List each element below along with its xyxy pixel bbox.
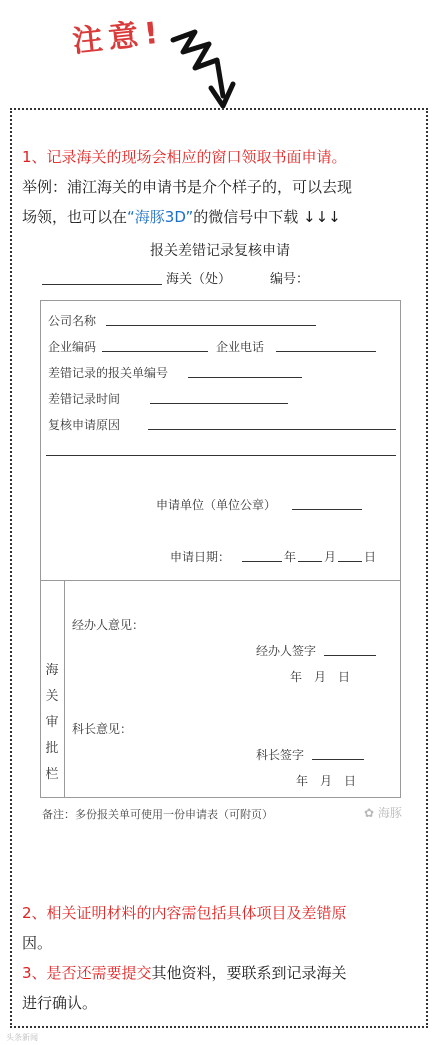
company-name-label: 公司名称 bbox=[48, 314, 97, 328]
handler-sign-line bbox=[324, 655, 376, 656]
year-line bbox=[242, 561, 282, 562]
review-divider bbox=[40, 580, 401, 581]
attention-title: 注意! bbox=[70, 15, 166, 60]
para3-line1: 3、是否还需要提交其他资料，要联系到记录海关 bbox=[22, 964, 347, 982]
footer-watermark: 头条新闻 bbox=[6, 1033, 38, 1042]
applicant-line bbox=[292, 509, 362, 510]
company-phone-label: 企业电话 bbox=[216, 340, 265, 354]
customs-label: 海关（处） bbox=[166, 272, 232, 287]
month-line bbox=[298, 561, 322, 562]
company-code-line bbox=[102, 351, 208, 352]
company-phone-line bbox=[276, 351, 376, 352]
number-label: 编号： bbox=[270, 272, 310, 287]
review-vertical-divider bbox=[64, 580, 65, 798]
declaration-no-line bbox=[188, 377, 302, 378]
para2-line1: 2、相关证明材料的内容需包括具体项目及差错原 bbox=[22, 904, 347, 922]
squiggle-arrow-icon bbox=[165, 22, 245, 112]
customs-line bbox=[42, 284, 162, 285]
declaration-no-label: 差错记录的报关单编号 bbox=[48, 366, 169, 380]
month-label: 月 bbox=[324, 550, 337, 564]
apply-date-label: 申请日期： bbox=[170, 550, 231, 564]
chief-date: 年 月 日 bbox=[296, 774, 357, 788]
para1-line2: 举例：浦江海关的申请书是介个样子的，可以去现 bbox=[22, 178, 353, 196]
para1-line3: 场领，也可以在“海豚3D”的微信号中下载 ↓↓↓ bbox=[22, 208, 341, 226]
para1-line1: 1、记录海关的现场会相应的窗口领取书面申请。 bbox=[22, 148, 347, 166]
wechat-account-name: “海豚3D” bbox=[127, 208, 194, 226]
company-code-label: 企业编码 bbox=[48, 340, 97, 354]
handler-sign-label: 经办人签字 bbox=[256, 644, 317, 658]
day-label: 日 bbox=[364, 550, 377, 564]
form-title: 报关差错记录复核申请 bbox=[150, 243, 290, 259]
para2-line2: 因。 bbox=[22, 934, 53, 952]
applicant-label: 申请单位（单位公章） bbox=[156, 498, 277, 512]
company-name-line bbox=[106, 325, 316, 326]
chief-sign-line bbox=[312, 759, 364, 760]
review-vertical-label: 海 关 审 批 栏 bbox=[45, 663, 59, 782]
year-label: 年 bbox=[284, 550, 297, 564]
error-time-line bbox=[150, 403, 288, 404]
review-reason-line bbox=[148, 429, 396, 430]
form-note: 备注：多份报关单可使用一份申请表（可附页） bbox=[42, 808, 273, 821]
handler-opinion-label: 经办人意见： bbox=[72, 618, 145, 632]
watermark: ✿ 海豚 bbox=[364, 806, 402, 820]
chief-opinion-label: 科长意见： bbox=[72, 722, 133, 736]
wechat-icon: ✿ bbox=[364, 806, 375, 820]
chief-sign-label: 科长签字 bbox=[256, 748, 305, 762]
para3-line2: 进行确认。 bbox=[22, 994, 98, 1012]
review-reason-label: 复核申请原因 bbox=[48, 418, 121, 432]
handler-date: 年 月 日 bbox=[290, 670, 351, 684]
error-time-label: 差错记录时间 bbox=[48, 392, 121, 406]
review-reason-line-2 bbox=[46, 455, 396, 456]
day-line bbox=[338, 561, 362, 562]
